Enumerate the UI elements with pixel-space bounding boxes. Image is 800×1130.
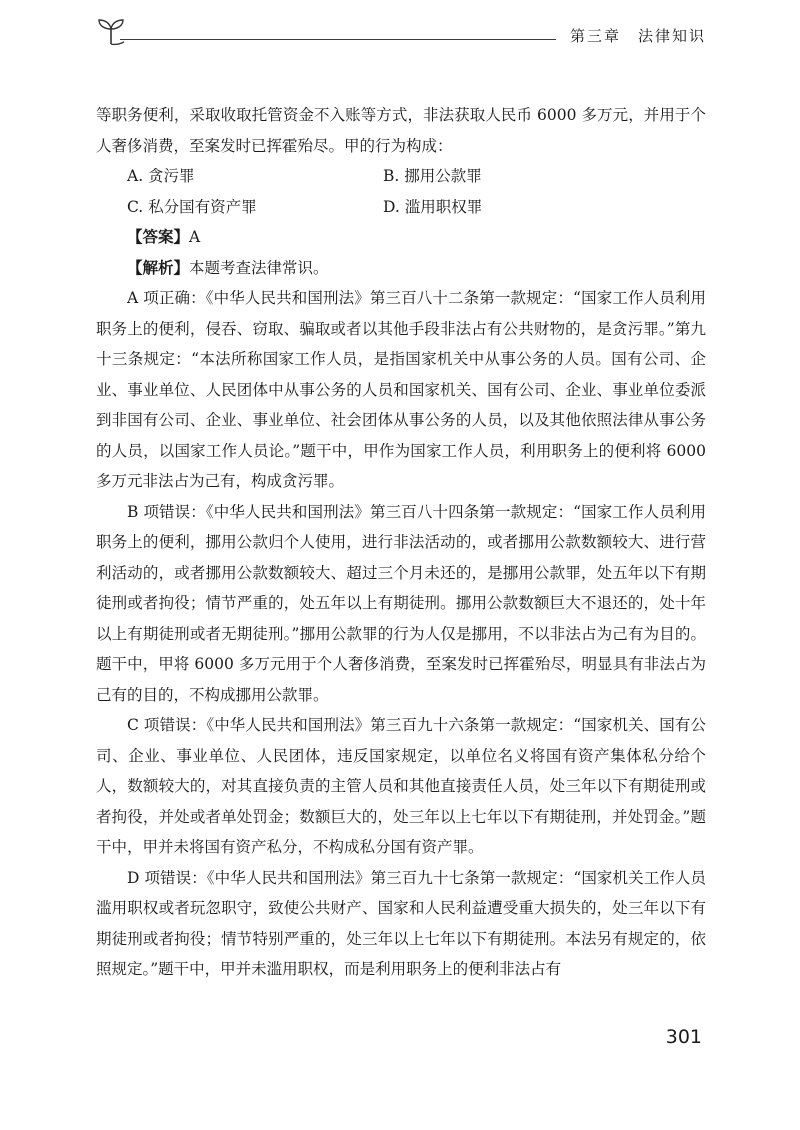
explanation-a: A 项正确：《中华人民共和国刑法》第三百八十二条第一款规定：“国家工作人员利用职务上的便利，侵吞、窃取、骗取或者以其他手段非法占有公共财物的，是贪污罪。”第九十三条规定：“本法所称国家工作人员，是指国家机关中从事公务的人员。国有公司、企业、事业单位、人民团体中从事公务的人员和国家机关、国有公司、企业、事业单位委派到非国有公司、企业、事业单位、社会团体从事公务的人员，以及其他依照法律从事公务的人员，以国家工作人员论。”题干中，甲作为国家工作人员，利用职务上的便利将 6000 多万元非法占为己有，构成贪污罪。 [96,289,706,490]
explanation-d: D 项错误：《中华人民共和国刑法》第三百九十七条第一款规定：“国家机关工作人员滥用职权或者玩忽职守，致使公共财产、国家和人民利益遭受重大损失的，处三年以下有期徒刑或者拘役；情节特别严重的，处三年以上七年以下有期徒刑。本法另有规定的，依照规定。”题干中，甲并未滥用职权，而是利用职务上的便利非法占有 [96,868,706,978]
answer-line [127,222,706,253]
sprout-icon [96,16,126,46]
answer-value: A [189,228,201,246]
analysis-line [127,253,706,284]
header-rule [120,39,556,40]
question-stem: 等职务便利，采取收取托管资金不入账等方式，非法获取人民币 6000 多万元，并用于个人奢侈消费，至案发时已挥霍殆尽。甲的行为构成： [96,106,706,155]
option-b: B. 挪用公款罪 [383,167,482,185]
page-header [96,16,706,50]
option-d: D. 滥用职权罪 [383,197,483,216]
answer-tag: 【答案】 [127,228,190,246]
explanation-b: B 项错误：《中华人民共和国刑法》第三百八十四条第一款规定：“国家工作人员利用职务上的便利，挪用公款归个人使用，进行非法活动的，或者挪用公款数额较大、进行营利活动的，或者挪用公款数额较大、超过三个月未还的，是挪用公款罪，处五年以下有期徒刑或者拘役；情节严重的，处五年以上有期徒刑。挪用公款数额巨大不退还的，处十年以上有期徒刑或者无期徒刑。”挪用公款罪的行为人仅是挪用，不以非法占为己有为目的。题干中，甲将 6000 多万元用于个人奢侈消费，至案发时已挥霍殆尽，明显具有非法占为己有的目的，不构成挪用公款罪。 [96,502,706,704]
option-c: C. 私分国有资产罪 [127,197,257,216]
explanation-c: C 项错误：《中华人民共和国刑法》第三百九十六条第一款规定：“国家机关、国有公司、企业、事业单位、人民团体，违反国家规定，以单位名义将国有资产集体私分给个人，数额较大的，对其直接负责的主管人员和其他直接责任人员，处三年以下有期徒刑或者拘役，并处或者单处罚金；数额巨大的，处三年以上七年以下有期徒刑，并处罚金。”题干中，甲并未将国有资产私分，不构成私分国有资产罪。 [96,716,706,856]
analysis-text: 本题考查法律常识。 [189,258,329,277]
option-a: A. 贪污罪 [127,167,195,185]
chapter-label: 第三章 法律知识 [569,27,706,45]
answer-options [127,161,706,222]
page-content [96,100,706,985]
analysis-tag: 【解析】 [127,258,190,277]
page-number: 301 [665,1026,702,1048]
